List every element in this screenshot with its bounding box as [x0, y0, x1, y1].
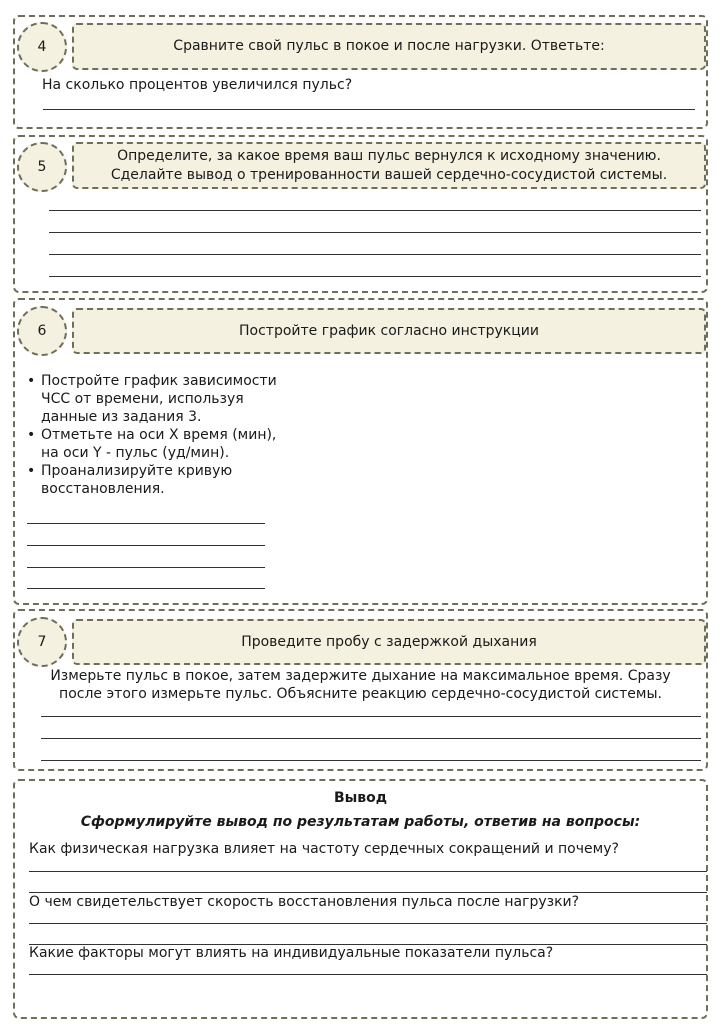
answer-line[interactable]: [49, 276, 701, 277]
answer-line[interactable]: [43, 109, 695, 110]
task-title: [72, 142, 706, 189]
task-7: [13, 609, 708, 771]
task-number-badge: 4: [17, 22, 67, 72]
answer-line[interactable]: [49, 254, 701, 255]
conclusion-question: Какие факторы могут влиять на индивидуальные показатели пульса?: [29, 945, 554, 961]
task-number-badge: 7: [17, 617, 67, 667]
answer-line[interactable]: [27, 588, 265, 589]
answer-line[interactable]: [27, 567, 265, 568]
task-title: Проведите пробу с задержкой дыхания: [72, 619, 706, 665]
task-title: Постройте график согласно инструкции: [72, 308, 706, 354]
answer-line[interactable]: [49, 210, 701, 211]
task-text: после этого измерьте пульс. Объясните реакцию сердечно-сосудистой системы.: [59, 686, 662, 702]
answer-line[interactable]: [29, 974, 707, 975]
task-title-line: Определите, за какое время ваш пульс вернулся к исходному значению.: [117, 147, 661, 164]
answer-line[interactable]: [27, 545, 265, 546]
task-title-line: Сделайте вывод о тренированности вашей сердечно-сосудистой системы.: [110, 166, 668, 183]
task-text: Измерьте пульс в покое, затем задержите дыхание на максимальное время. Сразу: [50, 668, 671, 684]
answer-line[interactable]: [29, 923, 707, 924]
task-5: [13, 135, 708, 293]
conclusion-title: Вывод: [333, 790, 388, 806]
conclusion-question: Как физическая нагрузка влияет на частоту сердечных сокращений и почему?: [29, 841, 619, 857]
answer-line[interactable]: [29, 871, 707, 872]
instruction-item: • Постройте график зависимости ЧСС от времени, используя данные из задания 3.: [27, 372, 287, 426]
instruction-list: [27, 372, 287, 498]
task-6: [13, 298, 708, 605]
conclusion-subtitle: Сформулируйте вывод по результатам работы, ответив на вопросы:: [80, 814, 641, 830]
conclusion-question: О чем свидетельствует скорость восстановления пульса после нагрузки?: [29, 894, 580, 910]
answer-line[interactable]: [41, 716, 701, 717]
instruction-item: • Проанализируйте кривую восстановления.: [27, 462, 287, 498]
answer-line[interactable]: [41, 738, 701, 739]
task-question: На сколько процентов увеличился пульс?: [42, 77, 353, 93]
task-4: [13, 15, 708, 129]
task-number-badge: 6: [17, 306, 67, 356]
answer-line[interactable]: [49, 232, 701, 233]
conclusion-section: [13, 779, 708, 1019]
task-number-badge: 5: [17, 142, 67, 192]
instruction-item: • Отметьте на оси X время (мин), на оси Y - пульс (уд/мин).: [27, 426, 287, 462]
task-title: Сравните свой пульс в покое и после нагрузки. Ответьте:: [72, 23, 706, 70]
answer-line[interactable]: [41, 760, 701, 761]
answer-line[interactable]: [27, 523, 265, 524]
